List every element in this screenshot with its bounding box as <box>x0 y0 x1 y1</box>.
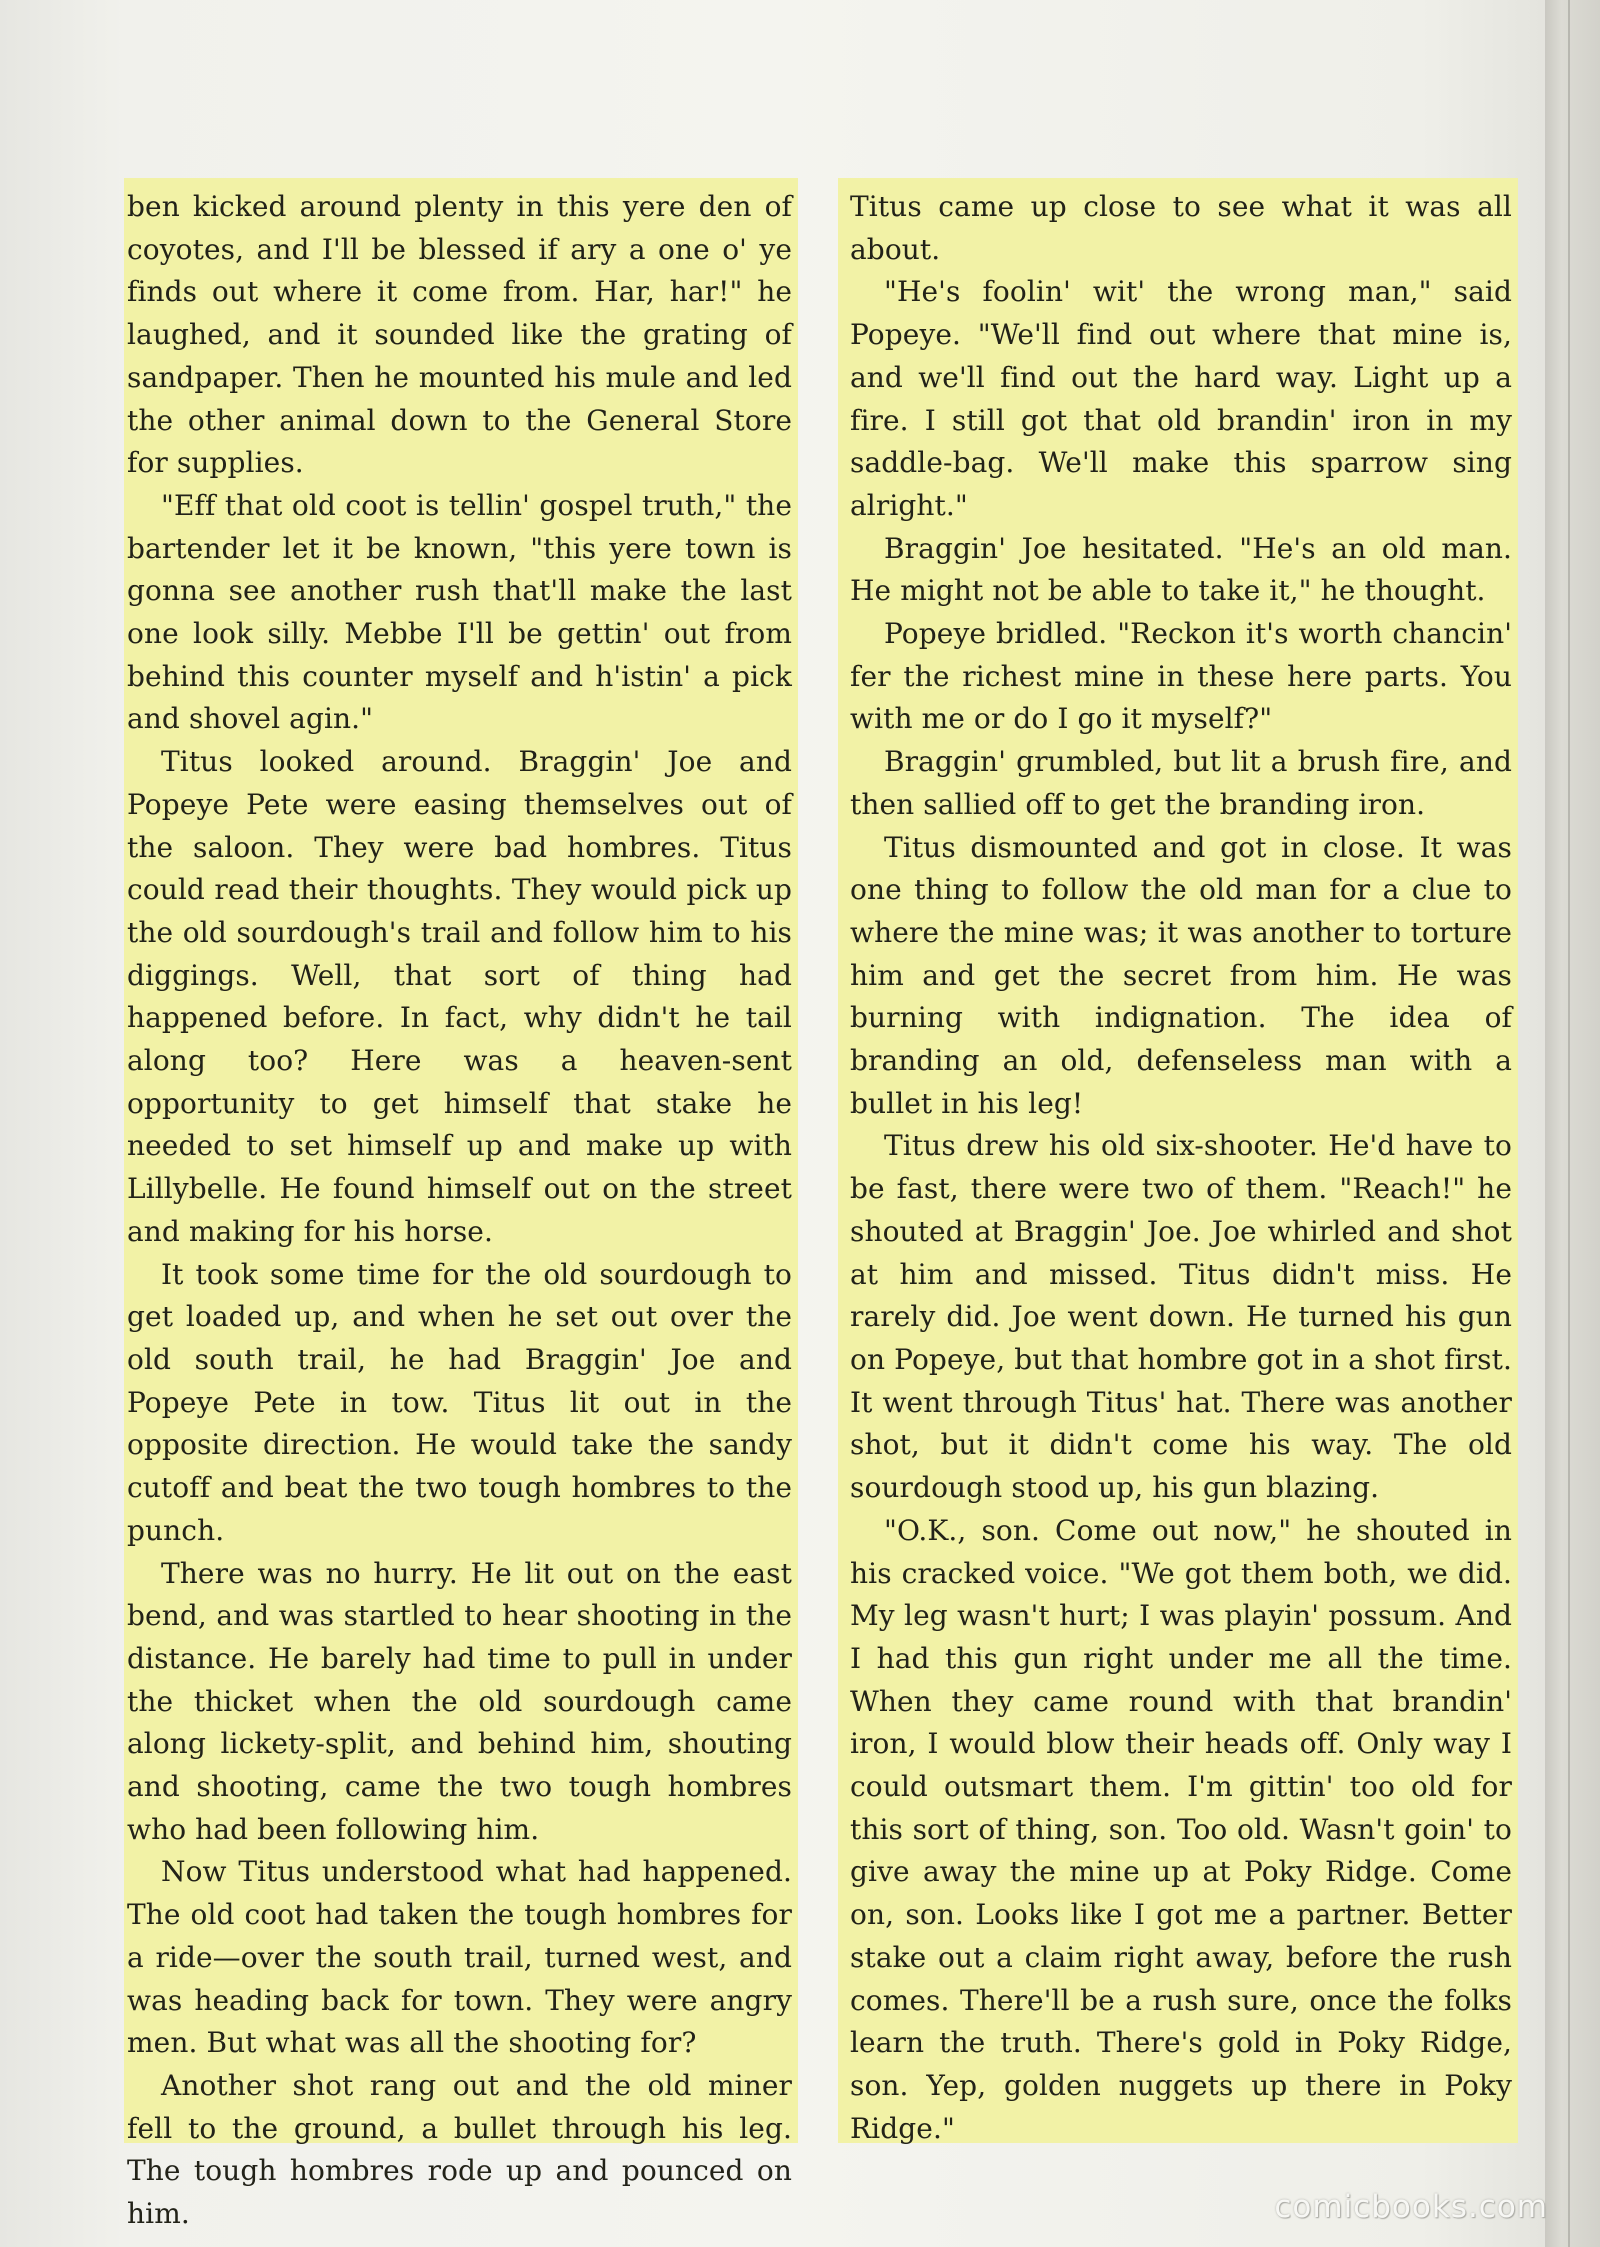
right-paragraph-5: Braggin' grumbled, but lit a brush fire, and then sallied off to get the branding iron. <box>850 745 1512 821</box>
left-paragraph-3: Titus looked around. Braggin' Joe and Popeye Pete were easing themselves out of the saloon. They were bad hombres. Titus could read their thoughts. They would pick up the old sourdough's trail and follow him to his diggings. Well, that sort of thing had happened before. In fact, why didn't he tail along too? Here was a heaven-sent opportunity to get himself that stake he needed to set himself up and make up with Lillybelle. He found himself out on the street and making for his horse. <box>127 745 792 1248</box>
site-watermark: comicbooks.com <box>1274 2189 1548 2225</box>
left-paragraph-6: Now Titus understood what had happened. The old coot had taken the tough hombres for a ride—over the south trail, turned west, and was heading back for town. They were angry men. But what was all the shooting for? <box>127 1855 792 2060</box>
left-paragraph-5: There was no hurry. He lit out on the east bend, and was startled to hear shooting in the distance. He barely had time to pull in under the thicket when the old sourdough came along lickety-split, and behind him, shouting and shooting, came the two tough hombres who had been following him. <box>127 1556 792 1846</box>
left-text-column <box>124 178 798 2231</box>
right-paragraph-1: Titus came up close to see what it was all about. <box>850 190 1512 266</box>
page-edge-line <box>1568 0 1570 2247</box>
left-paragraph-4: It took some time for the old sourdough to get loaded up, and when he set out over the old south trail, he had Braggin' Joe and Popeye Pete in tow. Titus lit out in the opposite direction. He would take the sandy cutoff and beat the two tough hombres to the punch. <box>127 1257 792 1547</box>
right-paragraph-6: Titus dismounted and got in close. It was one thing to follow the old man for a clue to where the mine was; it was another to torture him and get the secret from him. He was burning with indignation. The idea of branding an old, defenseless man with a bullet in his leg! <box>850 830 1512 1120</box>
right-text-column <box>838 178 1518 2143</box>
page-edge <box>1545 0 1600 2247</box>
left-paragraph-1: ben kicked around plenty in this yere den of coyotes, and I'll be blessed if ary a one o' ye finds out where it come from. Har, har!" he laughed, and it sounded like the grating of sandpaper. Then he mounted his mule and led the other animal down to the General Store for supplies. <box>127 190 792 480</box>
left-paragraph-7: Another shot rang out and the old miner fell to the ground, a bullet through his leg. The tough hombres rode up and pounced on him. <box>127 2068 792 2231</box>
left-paragraph-2: "Eff that old coot is tellin' gospel truth," the bartender let it be known, "this yere town is gonna see another rush that'll make the last one look silly. Mebbe I'll be gettin' out from behind this counter myself and h'istin' a pick and shovel agin." <box>127 488 792 736</box>
right-paragraph-8: "O.K., son. Come out now," he shouted in his cracked voice. "We got them both, we did. My leg wasn't hurt; I was playin' possum. And I had this gun right under me all the time. When they came round with that brandin' iron, I would blow their heads off. Only way I could outsmart them. I'm gittin' too old for this sort of thing, son. Too old. Wasn't goin' to give away the mine up at Poky Ridge. Come on, son. Looks like I got me a partner. Better stake out a claim right away, before the rush comes. There'll be a rush sure, once the folks learn the truth. There's gold in Poky Ridge, son. Yep, golden nuggets up there in Poky Ridge." <box>850 1513 1512 2145</box>
right-paragraph-2: "He's foolin' wit' the wrong man," said Popeye. "We'll find out where that mine is, and we'll find out the hard way. Light up a fire. I still got that old brandin' iron in my saddle-bag. We'll make this sparrow sing alright." <box>850 275 1512 522</box>
right-paragraph-3: Braggin' Joe hesitated. "He's an old man. He might not be able to take it," he thought. <box>850 531 1512 608</box>
right-paragraph-7: Titus drew his old six-shooter. He'd have to be fast, there were two of them. "Reach!" he shouted at Braggin' Joe. Joe whirled and shot at him and missed. Titus didn't miss. He rarely did. Joe went down. He turned his gun on Popeye, but that hombre got in a shot first. It went through Titus' hat. There was another shot, but it didn't come his way. The old sourdough stood up, his gun blazing. <box>850 1129 1512 1505</box>
right-paragraph-4: Popeye bridled. "Reckon it's worth chancin' fer the richest mine in these here parts. You with me or do I go it myself?" <box>850 617 1512 736</box>
